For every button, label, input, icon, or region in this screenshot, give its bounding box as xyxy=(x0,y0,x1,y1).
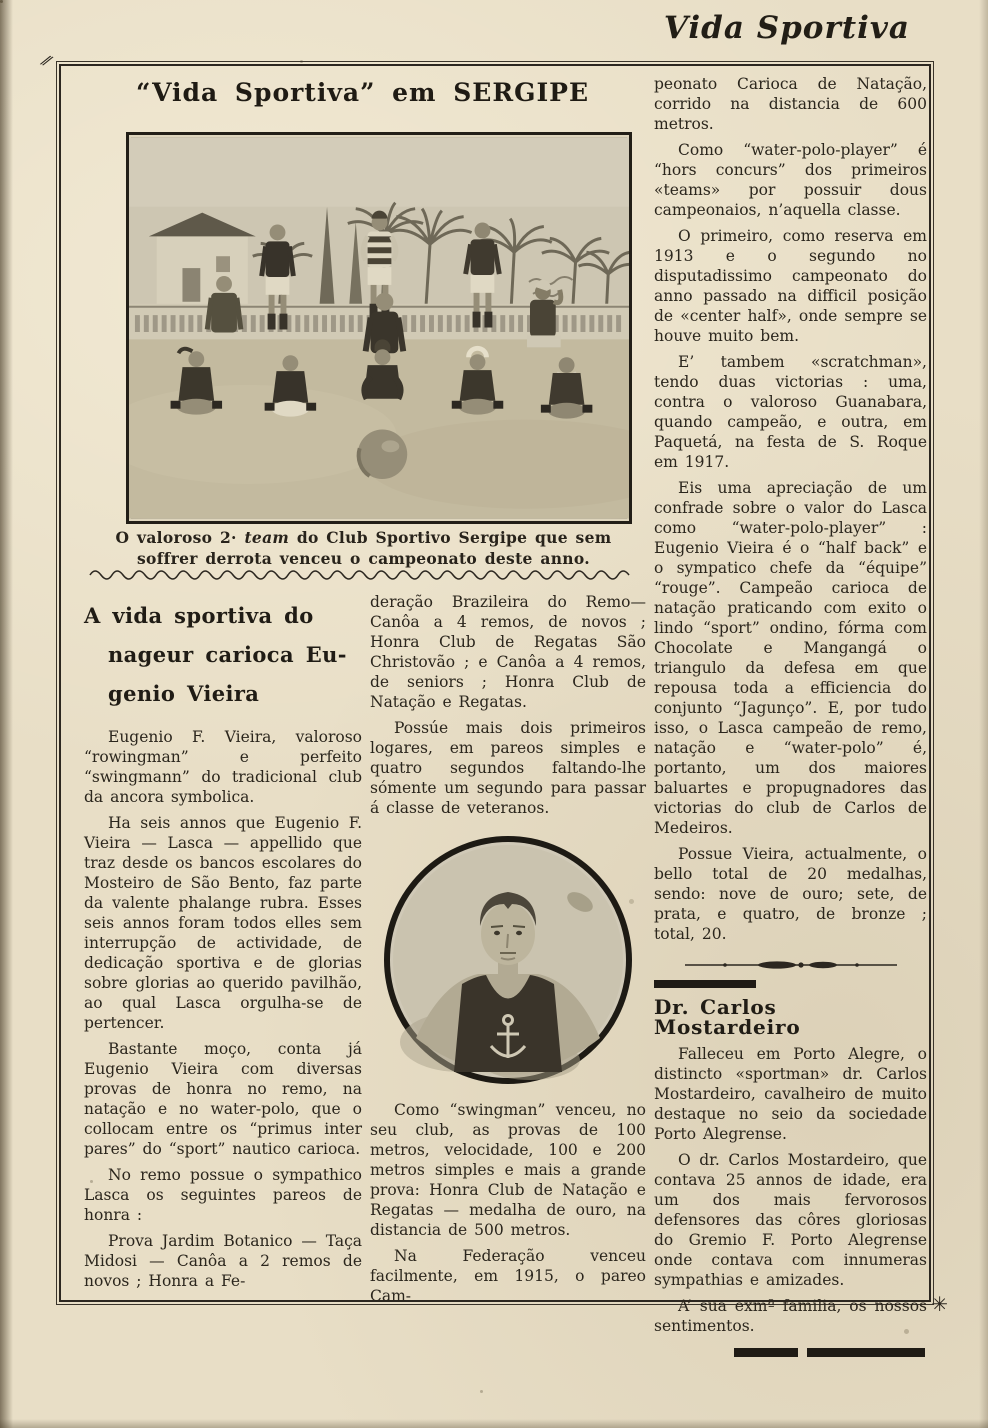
paragraph: Ha seis annos que Eugenio F. Vieira — Lasca — appellido que traz desde os bancos escolares do Mosteiro de São Bento, faz parte da valente phalange rubra. Esses seis annos foram todos elles sem interrupção de actividade, de dedicação sportiva e de glorias sobre glorias ao querido pavilhão, ao qual Lasca orgulha-se de pertencer. xyxy=(84,814,362,1032)
paragraph: Possúe mais dois primeiros logares, em pareos simples e quatro segundos faltando-lhe sómente um segundo para passar á classe de veteranos. xyxy=(370,719,646,817)
article-title: “Vida Sportiva” em SERGIPE xyxy=(136,78,589,107)
column-middle xyxy=(370,592,646,1312)
heading-line: genio Vieira xyxy=(108,681,260,706)
paragraph: A’ sua exmª familia, os nossos sentimentos. xyxy=(654,1297,927,1335)
paragraph: O dr. Carlos Mostardeiro, que contava 25 annos de idade, era um dos mais fervorosos defensores das côres gloriosas do Gremio F. Porto Alegrense onde contava com innumeras sympathias e amizades. xyxy=(654,1151,927,1289)
caption-text: do Club Sportivo Sergipe que sem soffrer derrota venceu o campeonato deste anno. xyxy=(137,528,612,568)
frame-corner-ornament: ✳ xyxy=(931,1292,948,1316)
paragraph: Como “swingman” venceu, no seu club, as provas de 100 metros, velocidade, 100 e 200 metros simples e mais a grande prova: Honra Club de Natação e Regatas — medalha de ouro, na distancia de 500 metros. xyxy=(370,1101,646,1239)
obituary-section xyxy=(654,958,927,1357)
frame-corner-ornament: ⁄⁄ xyxy=(41,51,52,71)
caption-team-italic: team xyxy=(236,528,297,547)
team-photo xyxy=(126,132,632,524)
paragraph: peonato Carioca de Natação, corrido na distancia de 600 metros. xyxy=(654,75,927,133)
paragraph: Prova Jardim Botanico — Taça Midosi — Canôa a 2 remos de novos ; Honra a Fe- xyxy=(84,1232,362,1290)
paragraph: O primeiro, como reserva em 1913 e o segundo no disputadissimo campeonato do anno passado na difficil posição de «center half», onde sempre se houve muito bem. xyxy=(654,227,927,345)
paragraph: Como “water-polo-player” é “hors concurs” dos primeiros «teams» por possuir dous campeonaios, n’aquella classe. xyxy=(654,141,927,219)
paragraph: No remo possue o sympathico Lasca os seguintes pareos de honra : xyxy=(84,1166,362,1224)
paragraph: Possue Vieira, actualmente, o bello total de 20 medalhas, sendo: nove de ouro; sete, de prata, e quatro, de bronze ; total, 20. xyxy=(654,845,927,943)
team-photo-illustration xyxy=(129,135,629,521)
caption-text: O valoroso 2· xyxy=(115,528,237,547)
paragraph: Na Federação venceu facilmente, em 1915, o pareo Cam- xyxy=(370,1247,646,1305)
paragraph: deração Brazileira do Remo— Canôa a 4 remos, de novos ; Honra Club de Regatas São Christovão ; e Canôa a 4 remos, de seniors ; Honra Club de Natação e Regatas. xyxy=(370,593,646,711)
paragraph: Falleceu em Porto Alegre, o distincto «sportman» dr. Carlos Mostardeiro, cavalheiro de muito destaque no seio da sociedade Porto Alegrense. xyxy=(654,1045,927,1143)
heading-line: A vida sportiva do xyxy=(84,603,314,628)
heading-line: nageur carioca Eu- xyxy=(108,642,347,667)
vieira-portrait-photo xyxy=(380,832,636,1088)
section-bar xyxy=(654,980,756,988)
paper-specks xyxy=(0,0,3,3)
portrait-illustration xyxy=(380,832,636,1088)
vieira-article-heading xyxy=(84,596,362,713)
masthead-title: Vida Sportiva xyxy=(663,10,910,46)
column-right xyxy=(654,74,927,1357)
end-of-article-mark xyxy=(654,1348,925,1357)
column-left xyxy=(84,592,362,1297)
paragraph: Eis uma apreciação de um confrade sobre o valor do Lasca como “water-polo-player” : Eugenio Vieira é o “half back” e o sympatico chefe da “équipe” “rouge”. Campeão carioca de natação praticando com exito o lindo “sport” ondino, fórma com Chocolate e Mangangá o triangulo da defesa em que repousa toda a efficiencia do conjunto “Jagunço”. E, por tudo isso, o Lasca campeão de remo, natação e “water-polo” é, portanto, um dos maiores baluartes e propugnadores das victorias do club de Carlos de Medeiros. xyxy=(654,479,927,837)
paragraph: Eugenio F. Vieira, valoroso “rowingman” e perfeito “swingmann” do tradicional club da ancora symbolica. xyxy=(84,728,362,806)
paragraph: E’ tambem «scratchman», tendo duas victorias : uma, contra o valoroso Guanabara, quando campeão, e outra, em Paquetá, na festa de S. Roque em 1917. xyxy=(654,353,927,471)
ornament-divider xyxy=(685,958,897,972)
obituary-heading: Dr. Carlos Mostardeiro xyxy=(654,995,801,1039)
photo-caption xyxy=(96,527,631,569)
paragraph: Bastante moço, conta já Eugenio Vieira com diversas provas de honra no remo, na natação e no water-polo, que o collocam entre os “primus inter pares” do “sport” nautico carioca. xyxy=(84,1040,362,1158)
wavy-divider xyxy=(88,567,636,581)
